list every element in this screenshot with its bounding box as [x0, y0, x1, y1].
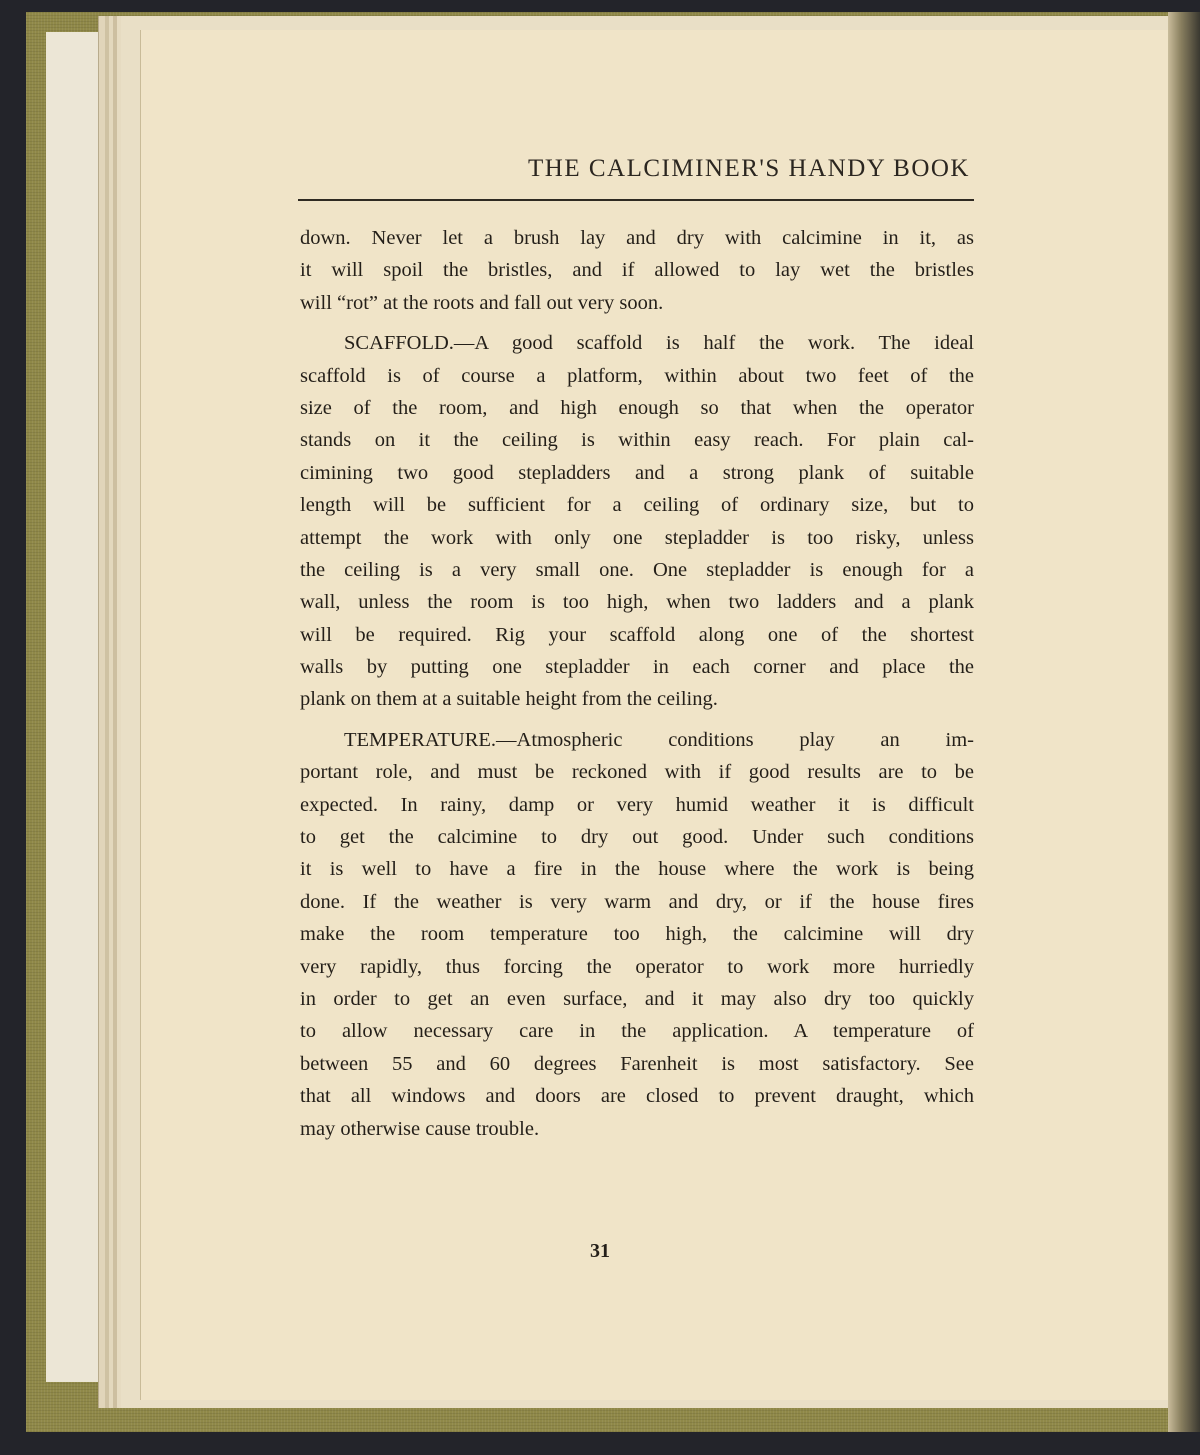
text-line: walls by putting one stepladder in each corner and place the [300, 656, 974, 679]
text-line: very rapidly, thus forcing the operator to work more hurriedly [300, 955, 974, 978]
text-line: make the room temperature too high, the calcimine will dry [300, 923, 974, 946]
text-line: length will be sufficient for a ceiling of ordinary size, but to [300, 494, 974, 517]
text-line: size of the room, and high enough so that when the operator [300, 396, 974, 419]
text-line: down. Never let a brush lay and dry with calcimine in it, as [300, 227, 974, 249]
text-line: in order to get an even surface, and it may also dry too quickly [300, 987, 974, 1010]
text-line: to get the calcimine to dry out good. Under such conditions [300, 826, 974, 849]
header-rule [298, 199, 974, 201]
text-line: will be required. Rig your scaffold along one of the shortest [300, 623, 974, 646]
page-body-text [300, 222, 974, 1145]
text-line: may otherwise cause trouble. [300, 1117, 540, 1140]
text-line: portant role, and must be reckoned with if good results are to be [300, 761, 974, 784]
text-line: the ceiling is a very small one. One stepladder is enough for a [300, 558, 974, 581]
text-line: between 55 and 60 degrees Farenheit is most satisfactory. See [300, 1052, 974, 1075]
text-line: scaffold is of course a platform, within about two feet of the [300, 364, 974, 387]
paragraph [300, 327, 974, 716]
text-line: it is well to have a fire in the house where the work is being [300, 858, 974, 881]
text-line: done. If the weather is very warm and dry, or if the house fires [300, 890, 974, 913]
page-number: 31 [590, 1240, 610, 1262]
book-gutter [1168, 12, 1200, 1432]
text-line: stands on it the ceiling is within easy reach. For plain cal- [300, 429, 974, 452]
text-line: it will spoil the bristles, and if allowed to lay wet the bristles [300, 259, 974, 282]
paragraph [300, 222, 974, 319]
running-header: THE CALCIMINER'S HANDY BOOK [528, 155, 970, 182]
text-line: expected. In rainy, damp or very humid weather it is difficult [300, 793, 974, 816]
text-line: attempt the work with only one stepladder is too risky, unless [300, 526, 974, 549]
text-line: SCAFFOLD.—A good scaffold is half the work. The ideal [344, 332, 974, 355]
text-line: plank on them at a suitable height from the ceiling. [300, 688, 718, 711]
text-line: will “rot” at the roots and fall out very soon. [300, 291, 664, 314]
text-line: that all windows and doors are closed to prevent draught, which [300, 1085, 974, 1108]
paragraph [300, 724, 974, 1145]
text-line: wall, unless the room is too high, when two ladders and a plank [300, 591, 974, 614]
text-line: TEMPERATURE.—Atmospheric conditions play an im- [344, 728, 974, 751]
text-line: to allow necessary care in the application. A temperature of [300, 1020, 974, 1043]
text-line: cimining two good stepladders and a strong plank of suitable [300, 461, 974, 484]
